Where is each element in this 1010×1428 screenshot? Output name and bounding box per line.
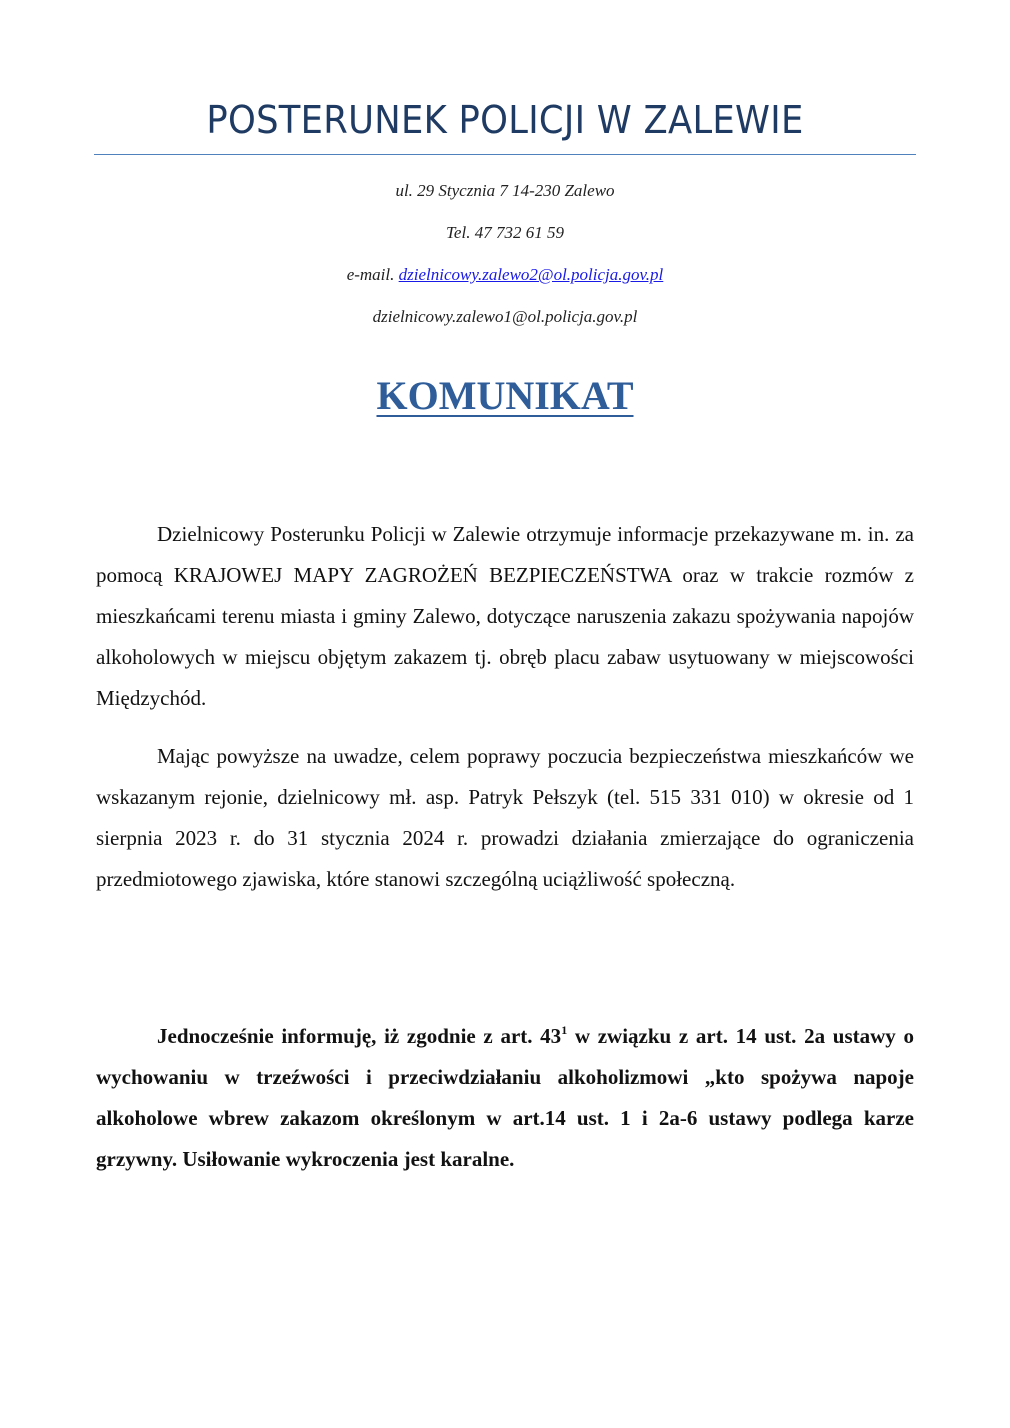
legal-notice-text-end: w związku z art. 14 ust. 2a ustawy o wychowaniu w trzeźwości i przeciwdziałaniu alkoholizmowi „kto spożywa napoje alkoholowe wbrew zakazom określonym w art.14 ust. 1 i 2a-6 ustawy podlega karze grzywny. Usiłowanie wykroczenia jest karalne. xyxy=(96,1024,914,1171)
email-label: e-mail. xyxy=(346,265,399,284)
email-link-primary[interactable]: dzielnicowy.zalewo2@ol.policja.gov.pl xyxy=(398,265,664,284)
phone-line: Tel. 47 732 61 59 xyxy=(446,223,564,242)
paragraph-legal-notice xyxy=(96,1016,914,1180)
article-superscript: 1 xyxy=(561,1023,568,1037)
page-title: POSTERUNEK POLICJI W ZALEWIE xyxy=(206,98,804,142)
address-line: ul. 29 Stycznia 7 14-230 Zalewo xyxy=(395,181,615,200)
email-secondary-line: dzielnicowy.zalewo1@ol.policja.gov.pl xyxy=(372,307,638,326)
announcement-heading: KOMUNIKAT xyxy=(376,373,634,418)
email-line xyxy=(94,265,916,285)
paragraph-reports: Dzielnicowy Posterunku Policji w Zalewie otrzymuje informacje przekazywane m. in. za pomocą KRAJOWEJ MAPY ZAGROŻEŃ BEZPIECZEŃSTWA oraz w trakcie rozmów z mieszkańcami terenu miasta i gminy Zalewo, dotyczące naruszenia zakazu spożywania napojów alkoholowych w miejscu objętym zakazem tj. obręb placu zabaw usytuowany w miejscowości Międzychód. xyxy=(96,522,914,710)
legal-notice-text-start: Jednocześnie informuję, iż zgodnie z art. 43 xyxy=(157,1024,562,1048)
paragraph-actions: Mając powyższe na uwadze, celem poprawy poczucia bezpieczeństwa mieszkańców we wskazanym rejonie, dzielnicowy mł. asp. Patryk Pełszyk (tel. 515 331 010) w okresie od 1 sierpnia 2023 r. do 31 stycznia 2024 r. prowadzi działania zmierzające do ograniczenia przedmiotowego zjawiska, które stanowi szczególną uciążliwość społeczną. xyxy=(96,744,914,891)
title-divider xyxy=(94,154,916,155)
